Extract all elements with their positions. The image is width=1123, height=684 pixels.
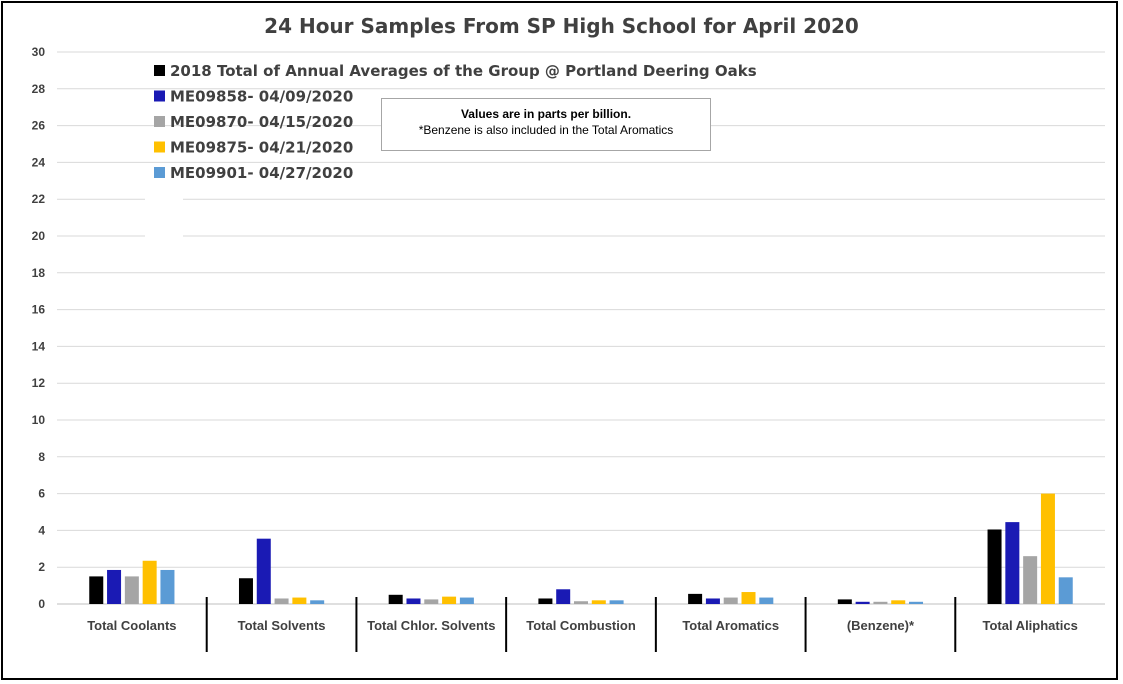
legend-label: ME09901- 04/27/2020: [170, 164, 354, 182]
x-tick-label: Total Solvents: [237, 618, 326, 633]
bar: [610, 600, 624, 604]
bar: [1041, 494, 1055, 604]
legend-label: ME09858- 04/09/2020: [170, 87, 354, 106]
legend-label: 2018 Total of Annual Averages of the Group @ Portland Deering Oaks: [170, 62, 757, 80]
legend-background: [145, 180, 183, 240]
bar: [460, 598, 474, 604]
y-tick-label: 30: [31, 45, 45, 59]
bars: [89, 494, 1072, 604]
annotation-box: [381, 98, 711, 151]
bar: [538, 598, 552, 604]
bar: [1005, 522, 1019, 604]
bar: [838, 599, 852, 604]
bar: [1023, 556, 1037, 604]
y-axis-ticks: [32, 45, 46, 611]
bar: [143, 561, 157, 604]
bar: [310, 600, 324, 604]
bar: [574, 601, 588, 604]
legend-swatch: [154, 116, 165, 127]
y-tick-label: 6: [38, 486, 45, 501]
x-tick-label: Total Coolants: [87, 618, 177, 633]
bar: [891, 600, 905, 604]
x-tick-label: Total Combustion: [526, 618, 636, 633]
x-axis: [87, 597, 1078, 652]
chart-title: 24 Hour Samples From SP High School for April 2020: [264, 14, 859, 38]
y-tick-label: 26: [31, 118, 45, 133]
bar: [592, 600, 606, 604]
legend-label: ME09875- 04/21/2020: [170, 138, 354, 157]
bar: [257, 539, 271, 604]
bar: [442, 597, 456, 604]
legend-label: ME09870- 04/15/2020: [170, 113, 354, 131]
y-tick-label: 10: [31, 413, 45, 427]
x-tick-label: (Benzene)*: [846, 618, 915, 633]
legend-swatch: [154, 167, 165, 178]
bar: [856, 602, 870, 604]
bar: [406, 598, 420, 604]
bar: [160, 570, 174, 604]
bar: [1059, 577, 1073, 604]
bar: [556, 589, 570, 604]
y-tick-label: 28: [31, 81, 45, 96]
x-tick-label: Total Aromatics: [682, 618, 780, 633]
bar: [125, 576, 139, 604]
bar: [688, 594, 702, 604]
y-tick-label: 14: [31, 339, 45, 354]
bar: [759, 598, 773, 604]
bar: [873, 602, 887, 604]
bar: [389, 595, 403, 604]
y-tick-label: 4: [38, 523, 45, 538]
legend-swatch: [154, 91, 165, 102]
y-tick-label: 20: [31, 229, 45, 243]
bar: [909, 602, 923, 604]
bar: [424, 599, 438, 604]
y-tick-label: 8: [38, 449, 45, 464]
annotation-line-1: Values are in parts per billion.: [460, 107, 632, 121]
y-tick-label: 18: [31, 265, 45, 280]
bar: [275, 598, 289, 604]
y-tick-label: 24: [31, 155, 45, 170]
x-tick-label: Total Aliphatics: [982, 618, 1078, 633]
y-tick-label: 22: [31, 192, 45, 207]
y-tick-label: 2: [38, 560, 45, 575]
y-tick-label: 12: [31, 376, 45, 391]
bar: [89, 576, 103, 604]
x-tick-label: Total Chlor. Solvents: [367, 618, 496, 633]
bar: [239, 578, 253, 604]
y-tick-label: 0: [38, 597, 45, 611]
annotation-line-2: *Benzene is also included in the Total Aromatics: [418, 123, 674, 137]
bar: [107, 570, 121, 604]
bar: [292, 598, 306, 604]
bar: [742, 592, 756, 604]
bar: [988, 529, 1002, 604]
bar: [706, 598, 720, 604]
bar: [724, 598, 738, 604]
legend-swatch: [154, 142, 165, 153]
y-tick-label: 16: [31, 302, 45, 317]
legend-swatch: [154, 65, 165, 76]
